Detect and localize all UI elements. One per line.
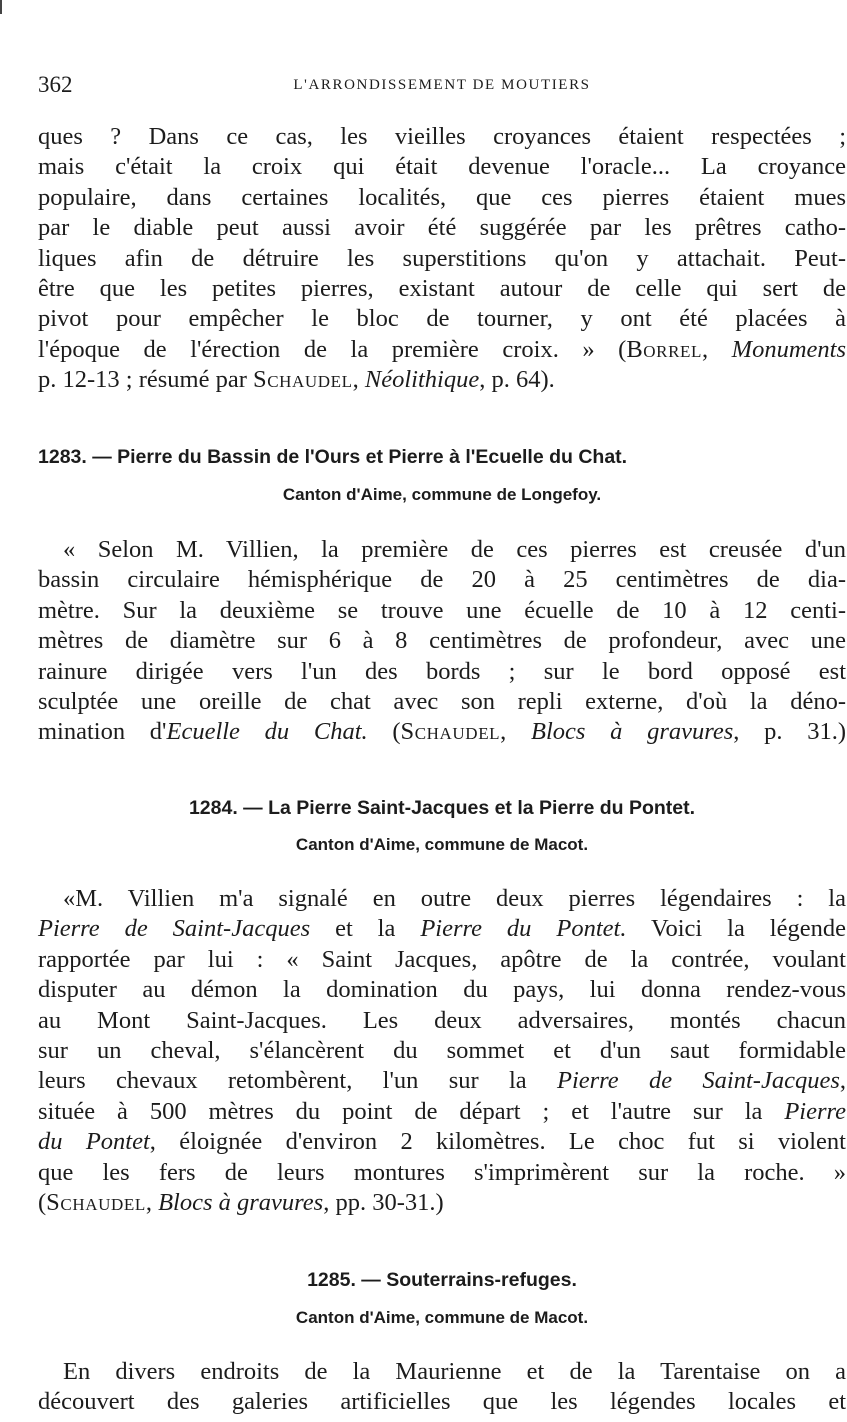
entry-heading-1283: 1283. — Pierre du Bassin de l'Ours et Pierre à l'Ecuelle du Chat. (38, 446, 628, 468)
text-run: , (839, 1067, 846, 1095)
text-line: populaire, dans certaines localités, que ces pierres étaient mues (38, 183, 846, 211)
text-line: au Mont Saint-Jacques. Les deux adversaires, montés chacun (38, 1006, 846, 1034)
text-line: liques afin de détruire les superstitions qu'on y attachait. Peut- (38, 244, 846, 272)
entry-heading-1285: 1285. — Souterrains-refuges. (307, 1269, 577, 1291)
text-line: rapportée par lui : « Saint Jacques, apôtre de la contrée, voulant (38, 945, 846, 973)
author-name: Schaudel (253, 366, 353, 394)
entry-body-1283 (38, 535, 846, 748)
text-line (38, 1127, 846, 1157)
text-line: mètre. Sur la deuxième se trouve une écuelle de 10 à 12 centi- (38, 596, 846, 624)
text-line: «M. Villien m'a signalé en outre deux pierres légendaires : la (63, 885, 846, 912)
author-name: Schaudel (46, 1188, 146, 1216)
text-line: En divers endroits de la Maurienne et de la Tarentaise on a (63, 1358, 846, 1385)
running-header (38, 72, 846, 104)
entry-location-1285: Canton d'Aime, commune de Macot. (295, 1308, 589, 1327)
entry-location-1283: Canton d'Aime, commune de Longefoy. (282, 485, 602, 504)
scan-edge-mark (0, 0, 2, 14)
text-line (38, 335, 846, 365)
stone-name: Pierre du Pontet. (420, 915, 627, 943)
page-number: 362 (38, 72, 73, 97)
author-name: Borrel (626, 335, 702, 363)
stone-name: Pierre (784, 1097, 846, 1125)
text-line: mais c'était la croix qui était devenue l'oracle... La croyance (38, 153, 846, 181)
text-line: que les fers de leurs montures s'imprimèrent sur la roche. » (38, 1158, 846, 1186)
work-title: Néolithique (364, 366, 480, 394)
work-title: Blocs à gravures (158, 1188, 324, 1216)
text-line (38, 365, 846, 395)
text-run: , (500, 718, 531, 746)
text-run: leurs chevaux retombèrent, l'un sur la (38, 1067, 557, 1095)
text-run: l'époque de l'érection de la première croix. » ( (38, 335, 627, 363)
text-line: sur un cheval, s'élancèrent du sommet et d'un saut formidable (38, 1036, 846, 1064)
text-run: , éloignée d'environ 2 kilomètres. Le choc fut si violent (149, 1128, 846, 1156)
text-run: , (702, 335, 732, 363)
text-run: mination d' (38, 718, 167, 746)
running-title: L'ARRONDISSEMENT DE MOUTIERS (293, 77, 591, 93)
work-title: Ecuelle du Chat. (166, 718, 368, 746)
text-run: p. 12-13 ; résumé par (38, 366, 253, 394)
author-name: Schaudel (400, 718, 501, 746)
stone-name: Pierre de Saint-Jacques (38, 915, 311, 943)
text-run: , (145, 1188, 159, 1216)
text-line: sculptée une oreille de chat avec son repli externe, d'où la déno- (38, 687, 846, 715)
stone-name: Pierre de Saint-Jacques (556, 1067, 840, 1095)
entry-heading-1284: 1284. — La Pierre Saint-Jacques et la Pierre du Pontet. (188, 797, 696, 819)
text-line: mètres de diamètre sur 6 à 8 centimètres de profondeur, avec une (38, 627, 846, 655)
entry-body-1285 (38, 1357, 846, 1418)
text-run: , p. 31.) (733, 718, 846, 746)
work-title: Blocs à gravures (531, 718, 734, 746)
entry-body-1284 (38, 884, 846, 1218)
text-line (38, 1188, 846, 1218)
text-line: être que les petites pierres, existant autour de celle qui sert de (38, 274, 846, 302)
text-run: ( (38, 1188, 47, 1216)
text-run: , p. 64). (479, 366, 555, 394)
intro-paragraph (38, 122, 846, 396)
text-run: , pp. 30-31.) (323, 1188, 444, 1216)
text-run: Voici la légende (626, 915, 846, 943)
text-run: ( (367, 718, 401, 746)
text-line: rainure dirigée vers l'un des bords ; sur le bord opposé est (38, 657, 846, 685)
text-line (38, 717, 846, 747)
text-line: disputer au démon la domination du pays, lui donna rendez-vous (38, 976, 846, 1004)
text-run: et la (310, 915, 421, 943)
text-line: « Selon M. Villien, la première de ces pierres est creusée d'un (63, 536, 846, 563)
text-line (38, 914, 846, 944)
text-line: découvert des galeries artificielles que les légendes locales et (38, 1388, 846, 1416)
text-line (38, 1097, 846, 1127)
text-line (38, 1066, 846, 1096)
entry-location-1284: Canton d'Aime, commune de Macot. (295, 835, 589, 854)
text-line: ques ? Dans ce cas, les vieilles croyances étaient respectées ; (38, 123, 846, 150)
work-title: Monuments (731, 335, 846, 363)
stone-name: du Pontet (38, 1128, 150, 1156)
text-line: par le diable peut aussi avoir été suggérée par les prêtres catho- (38, 214, 846, 242)
text-run: située à 500 mètres du point de départ ; et l'autre sur la (38, 1097, 785, 1125)
text-line: pivot pour empêcher le bloc de tourner, y ont été placées à (38, 305, 846, 333)
text-run: , (352, 366, 365, 394)
text-line: bassin circulaire hémisphérique de 20 à 25 centimètres de dia- (38, 566, 846, 594)
